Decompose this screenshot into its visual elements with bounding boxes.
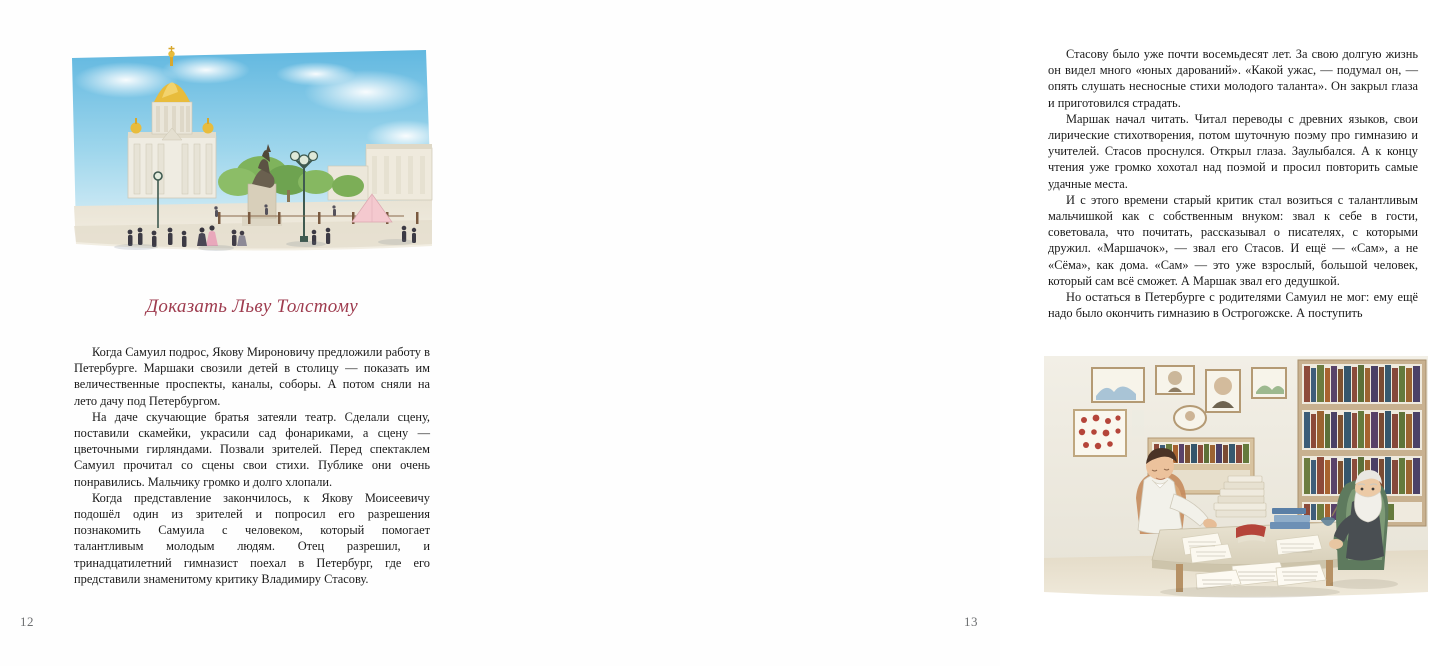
- stasov-study-illustration: [1040, 352, 1432, 604]
- chapter-title: [74, 296, 430, 318]
- page-number-left: 12: [20, 614, 34, 629]
- paragraph: Стасову было уже почти восемьдесят лет. За свою долгую жизнь он видел много «юных дарований». «Какой ужас, — подумал он, — опять слушать несносные стихи молодого таланта». Он закрыл глаза и приготовился страдать.: [1048, 47, 1418, 110]
- paragraph: Маршак начал читать. Читал переводы с древних языков, свои лирические стихотворения, потом шуточную поэму про гимназию и учителей. Стасов проснулся. Открыл глаза. Заулыбался. А к концу чтения уже громко хохотал над поэмой и просил повторить самые удачные места.: [1048, 111, 1418, 191]
- chapter-title-text: Доказать Льву Толстому: [146, 296, 358, 317]
- paragraph: Когда представление закончилось, к Якову Моисеевичу подошёл один из зрителей и попросил его разрешения познакомить Самуила с человеком, который помогает талантливым молодым людям. Отец разрешил, и тринадцатилетний гимназист поехал в Петербург, где его представили знаменитому критику Владимиру Стасову.: [74, 490, 430, 586]
- right-page-body-text: [1048, 46, 1418, 321]
- saint-isaacs-square-illustration: [66, 40, 438, 272]
- left-page: [0, 0, 500, 666]
- paragraph: Когда Самуил подрос, Якову Мироновичу предложили работу в Петербурге. Маршаки свозили детей в столицу — показать им величественные проспекты, каналы, соборы. А потом сняли на лето дачу под Петербургом.: [74, 345, 430, 408]
- page-number-right: 13: [964, 614, 978, 629]
- paragraph: На даче скучающие братья затеяли театр. Сделали сцену, поставили скамейки, украсили сад фонариками, а сцену — цветочными гирляндами. Позвали зрителей. Перед спектаклем Самуил прочитал со сцены свои стихи. Публике они очень понравились. Мальчику громко и долго хлопали.: [74, 409, 430, 489]
- paragraph: И с этого времени старый критик стал возиться с талантливым мальчишкой как с собственным внуком: звал к себе в гости, советовала, что почитать, рассказывал о писателях, с которыми дружил. «Маршачок», — звал его Стасов. И ещё — «Сам», а не «Сёма», как дома. «Сам» — это уже взрослый, большой человек, который сам всё сможет. А Маршак звал его дедушкой.: [1048, 192, 1418, 288]
- paragraph: Но остаться в Петербурге с родителями Самуил не мог: ему ещё надо было окончить гимназию в Острогожске. А поступить: [1048, 290, 1418, 321]
- right-page: [500, 0, 1418, 666]
- left-page-body-text: [74, 344, 430, 587]
